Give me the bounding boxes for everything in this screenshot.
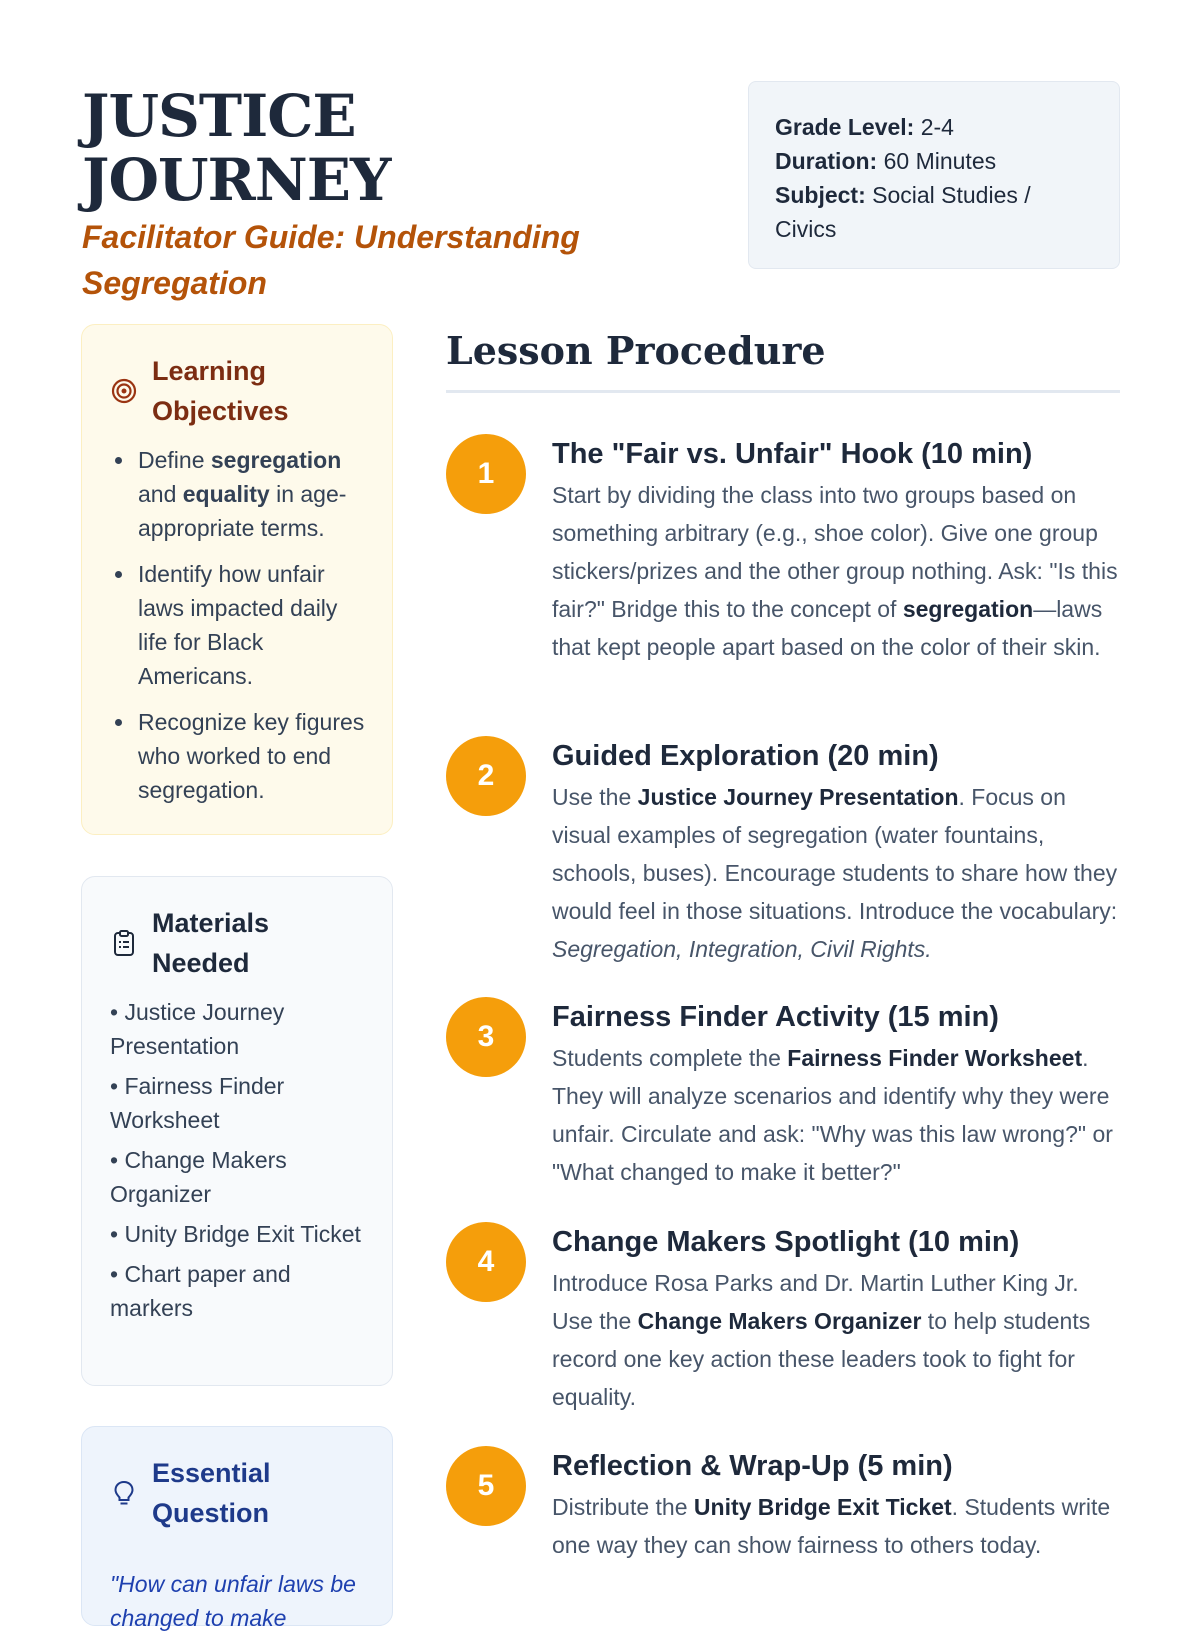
grade-level-row xyxy=(775,110,1093,144)
step-term: Fairness Finder Worksheet xyxy=(787,1045,1083,1071)
step-term: Justice Journey Presentation xyxy=(637,784,959,810)
step-description xyxy=(552,1264,1120,1416)
duration-row xyxy=(775,144,1093,178)
page-title: JUSTICE JOURNEY xyxy=(82,82,391,214)
duration-value: 60 Minutes xyxy=(883,148,997,174)
step-text: . They will analyze scenarios and identify why they were unfair. Circulate and ask: "Why was this law wrong?" or "What changed to make it better?" xyxy=(552,1045,1113,1185)
step-body xyxy=(552,736,1120,968)
target-icon xyxy=(110,377,138,405)
step-title: The "Fair vs. Unfair" Hook (10 min) xyxy=(552,438,1033,470)
list-item xyxy=(136,443,372,545)
objective-term: segregation xyxy=(210,447,342,473)
step-body xyxy=(552,1222,1120,1416)
grade-level-value: 2-4 xyxy=(920,114,954,140)
step-body xyxy=(552,997,1120,1191)
step-title: Reflection & Wrap-Up (5 min) xyxy=(552,1450,953,1482)
step-title: Change Makers Spotlight (10 min) xyxy=(552,1226,1020,1258)
page-header xyxy=(82,84,682,306)
step-text: Use the xyxy=(552,784,638,810)
materials-needed-header xyxy=(110,903,374,983)
objective-text: in age-appropriate terms. xyxy=(138,481,347,541)
essential-question-title: Essential Question xyxy=(152,1458,271,1528)
subject-row xyxy=(775,178,1093,246)
section-divider xyxy=(446,390,1120,393)
page-subtitle: Facilitator Guide: Understanding Segregation xyxy=(82,219,580,301)
step-description xyxy=(552,778,1120,968)
essential-question-text: "How can unfair laws be changed to make xyxy=(110,1571,356,1631)
objective-text: and xyxy=(138,481,183,507)
step-text: Students complete the xyxy=(552,1045,788,1071)
objective-text: Define xyxy=(138,447,211,473)
essential-question-header xyxy=(110,1453,374,1533)
essential-question-card xyxy=(81,1426,393,1631)
step-vocabulary: Segregation, Integration, Civil Rights. xyxy=(552,936,932,962)
step-description xyxy=(552,1488,1120,1564)
lesson-meta-box xyxy=(748,81,1120,269)
lesson-procedure-title: Lesson Procedure xyxy=(446,328,826,373)
clipboard-icon xyxy=(110,929,138,957)
list-item: • Identify how unfair laws impacted daily life for Black Americans. xyxy=(136,557,372,693)
learning-objectives-title: Learning Objectives xyxy=(152,356,289,426)
learning-objectives-card xyxy=(81,324,393,835)
lightbulb-icon xyxy=(110,1479,138,1507)
step-text: . Students write one way they can show fairness to others today. xyxy=(552,1494,1111,1558)
step-number-badge: 2 xyxy=(446,736,526,816)
list-item: • Chart paper and markers xyxy=(110,1261,291,1321)
step-text: Introduce Rosa Parks and Dr. Martin Luther King Jr. Use the xyxy=(552,1270,1079,1334)
step-text: Distribute the xyxy=(552,1494,694,1520)
subject-value: Social Studies / Civics xyxy=(775,182,1031,242)
step-term: segregation xyxy=(902,596,1034,622)
step-description xyxy=(552,476,1120,666)
step-text: —laws that kept people apart based on the color of their skin. xyxy=(552,596,1103,660)
list-item: • Fairness Finder Worksheet xyxy=(110,1073,285,1133)
duration-label: Duration: xyxy=(775,148,878,174)
list-item: • Unity Bridge Exit Ticket xyxy=(110,1221,361,1247)
step-number-badge: 1 xyxy=(446,434,526,514)
step-number-badge: 4 xyxy=(446,1222,526,1302)
grade-level-label: Grade Level: xyxy=(775,114,915,140)
step-description xyxy=(552,1039,1120,1191)
step-text: to help students record one key action these leaders took to fight for equality. xyxy=(552,1308,1091,1410)
step-text: Start by dividing the class into two groups based on something arbitrary (e.g., shoe color). Give one group stickers/prizes and the other group nothing. Ask: "Is this fair?" Bridge this to the concept of xyxy=(552,482,1118,622)
objective-term: equality xyxy=(182,481,270,507)
step-title: Guided Exploration (20 min) xyxy=(552,740,939,772)
objectives-list xyxy=(110,443,372,819)
materials-needed-card xyxy=(81,876,393,1386)
step-title: Fairness Finder Activity (15 min) xyxy=(552,1001,999,1033)
step-number-badge: 5 xyxy=(446,1446,526,1526)
step-term: Change Makers Organizer xyxy=(637,1308,922,1334)
list-item: • Justice Journey Presentation xyxy=(110,999,285,1059)
step-body xyxy=(552,434,1120,666)
materials-needed-title: Materials Needed xyxy=(152,908,270,978)
materials-list xyxy=(110,995,372,1331)
subject-label: Subject: xyxy=(775,182,866,208)
lesson-procedure-section xyxy=(446,326,1120,393)
learning-objectives-header xyxy=(110,351,374,431)
step-term: Unity Bridge Exit Ticket xyxy=(693,1494,952,1520)
step-number-badge: 3 xyxy=(446,997,526,1077)
list-item: • Recognize key figures who worked to end segregation. xyxy=(136,705,372,807)
step-body xyxy=(552,1446,1120,1564)
list-item: • Change Makers Organizer xyxy=(110,1147,287,1207)
step-text: . Focus on visual examples of segregation (water fountains, schools, buses). Encourage students to share how they would feel in those situations. Introduce the vocabulary: xyxy=(552,784,1118,924)
